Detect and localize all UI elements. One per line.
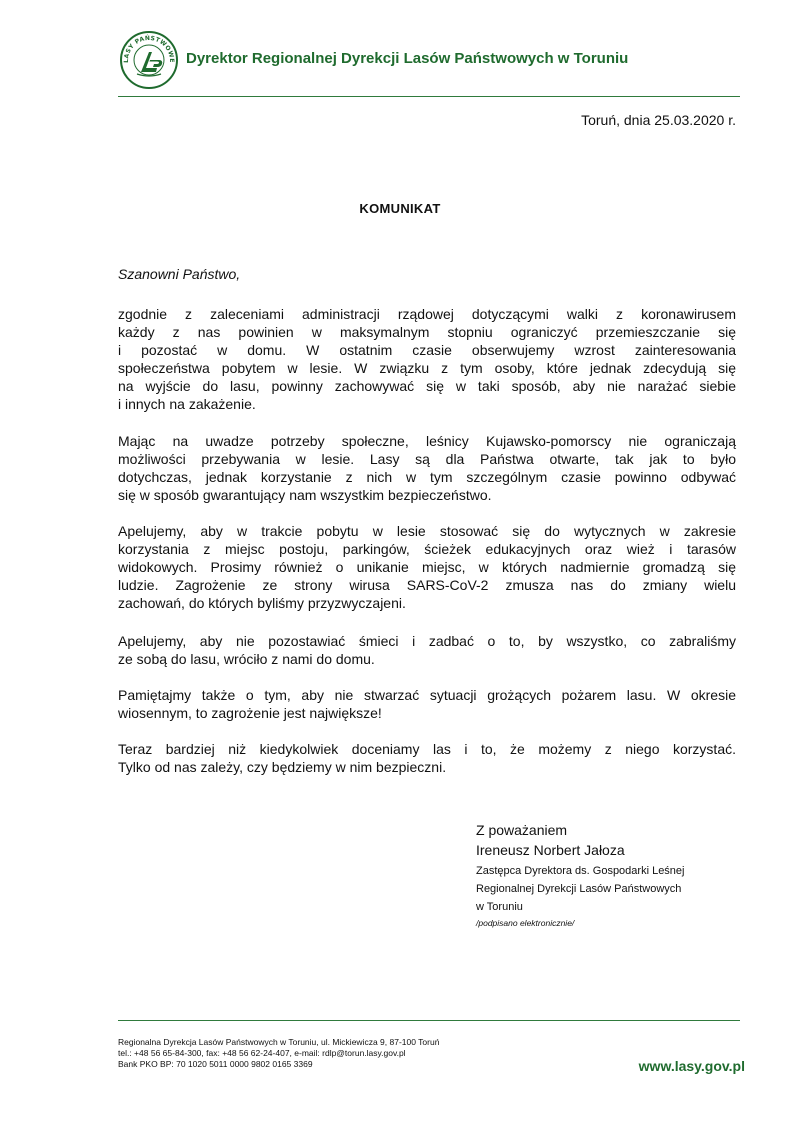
document-title: KOMUNIKAT <box>359 201 441 216</box>
paragraph-line: wiosennym, to zagrożenie jest największe! <box>118 705 382 721</box>
lasy-panstwowe-logo-icon <box>119 30 179 90</box>
signature-closing: Z poważaniem <box>476 822 568 838</box>
paragraph-6 <box>118 740 736 776</box>
paragraph-line: korzystania z miejsc postoju, parkingów, ścieżek edukacyjnych oraz wież i tarasów <box>118 541 736 557</box>
paragraph-line: każdy z nas powinien w maksymalnym stopniu ograniczyć przemieszczanie się <box>118 324 736 340</box>
paragraph-line: zgodnie z zaleceniami administracji rządowej dotyczącymi walki z koronawirusem <box>118 306 736 322</box>
header-title: Dyrektor Regionalnej Dyrekcji Lasów Państwowych w Toruniu <box>186 50 629 67</box>
paragraph-1 <box>118 305 736 413</box>
footer-divider <box>118 1020 740 1021</box>
paragraph-line: się w sposób gwarantujący nam wszystkim bezpieczeństwo. <box>118 487 492 503</box>
paragraph-5 <box>118 686 736 722</box>
paragraph-line: i pozostać w domu. W ostatnim czasie obserwujemy wzrost zainteresowania <box>118 342 736 358</box>
paragraph-line: Mając na uwadze potrzeby społeczne, leśnicy Kujawsko-pomorscy nie ograniczają <box>118 433 736 449</box>
signature-name: Ireneusz Norbert Jałoza <box>476 842 625 858</box>
paragraph-2 <box>118 432 736 504</box>
footer-contact-line: tel.: +48 56 65-84-300, fax: +48 56 62-24-407, e-mail: rdlp@torun.lasy.gov.pl <box>118 1048 406 1058</box>
footer-bank-line: Bank PKO BP: 70 1020 5011 0000 9802 0165 3369 <box>118 1059 313 1069</box>
header-divider <box>118 96 740 97</box>
paragraph-line: Pamiętajmy także o tym, aby nie stwarzać sytuacji grożących pożarem lasu. W okresie <box>118 687 736 703</box>
paragraph-line: na wyjście do lasu, powinny zachowywać się w taki sposób, aby nie narażać siebie <box>118 378 736 394</box>
paragraph-line: społeczeństwa pobytem w lesie. W związku z tym osoby, które jednak zdecydują się <box>118 360 736 376</box>
paragraph-line: Apelujemy, aby nie pozostawiać śmieci i zadbać o to, by wszystko, co zabraliśmy <box>118 633 736 649</box>
paragraph-4 <box>118 632 736 668</box>
paragraph-line: Tylko od nas zależy, czy będziemy w nim bezpieczni. <box>118 759 447 775</box>
paragraph-line: dotychczas, jednak korzystanie z nich w tym szczególnym czasie powinno odbywać <box>118 469 736 485</box>
footer-address-line: Regionalna Dyrekcja Lasów Państwowych w Toruniu, ul. Mickiewicza 9, 87-100 Toruń <box>118 1037 440 1047</box>
signature-role-line: Zastępca Dyrektora ds. Gospodarki Leśnej <box>476 865 685 877</box>
footer-website-link[interactable]: www.lasy.gov.pl <box>638 1058 745 1074</box>
paragraph-line: ze sobą do lasu, wróciło z nami do domu. <box>118 651 375 667</box>
signature-role-line: w Toruniu <box>476 901 523 913</box>
signature-block <box>476 820 756 929</box>
signature-role-line: Regionalnej Dyrekcji Lasów Państwowych <box>476 883 682 895</box>
signature-note: /podpisano elektronicznie/ <box>476 918 575 928</box>
paragraph-line: zachowań, do których byliśmy przyzwyczajeni. <box>118 595 406 611</box>
paragraph-line: Apelujemy, aby w trakcie pobytu w lesie stosować się do wytycznych w zakresie <box>118 523 736 539</box>
footer-address <box>118 1037 439 1070</box>
paragraph-line: Teraz bardziej niż kiedykolwiek doceniamy las i to, że możemy z niego korzystać. <box>118 741 736 757</box>
paragraph-line: ludzie. Zagrożenie ze strony wirusa SARS-CoV-2 zmusza nas do zmiany wielu <box>118 577 736 593</box>
paragraph-line: i innych na zakażenie. <box>118 396 256 412</box>
salutation: Szanowni Państwo, <box>118 266 241 282</box>
paragraph-line: możliwości przebywania w lesie. Lasy są dla Państwa otwarte, tak jak to było <box>118 451 736 467</box>
document-date: Toruń, dnia 25.03.2020 r. <box>581 112 736 128</box>
paragraph-line: widokowych. Prosimy również o unikanie miejsc, w których nadmiernie gromadzą się <box>118 559 736 575</box>
paragraph-3 <box>118 522 736 612</box>
svg-text:LASY PAŃSTWOWE: LASY PAŃSTWOWE <box>122 34 176 63</box>
